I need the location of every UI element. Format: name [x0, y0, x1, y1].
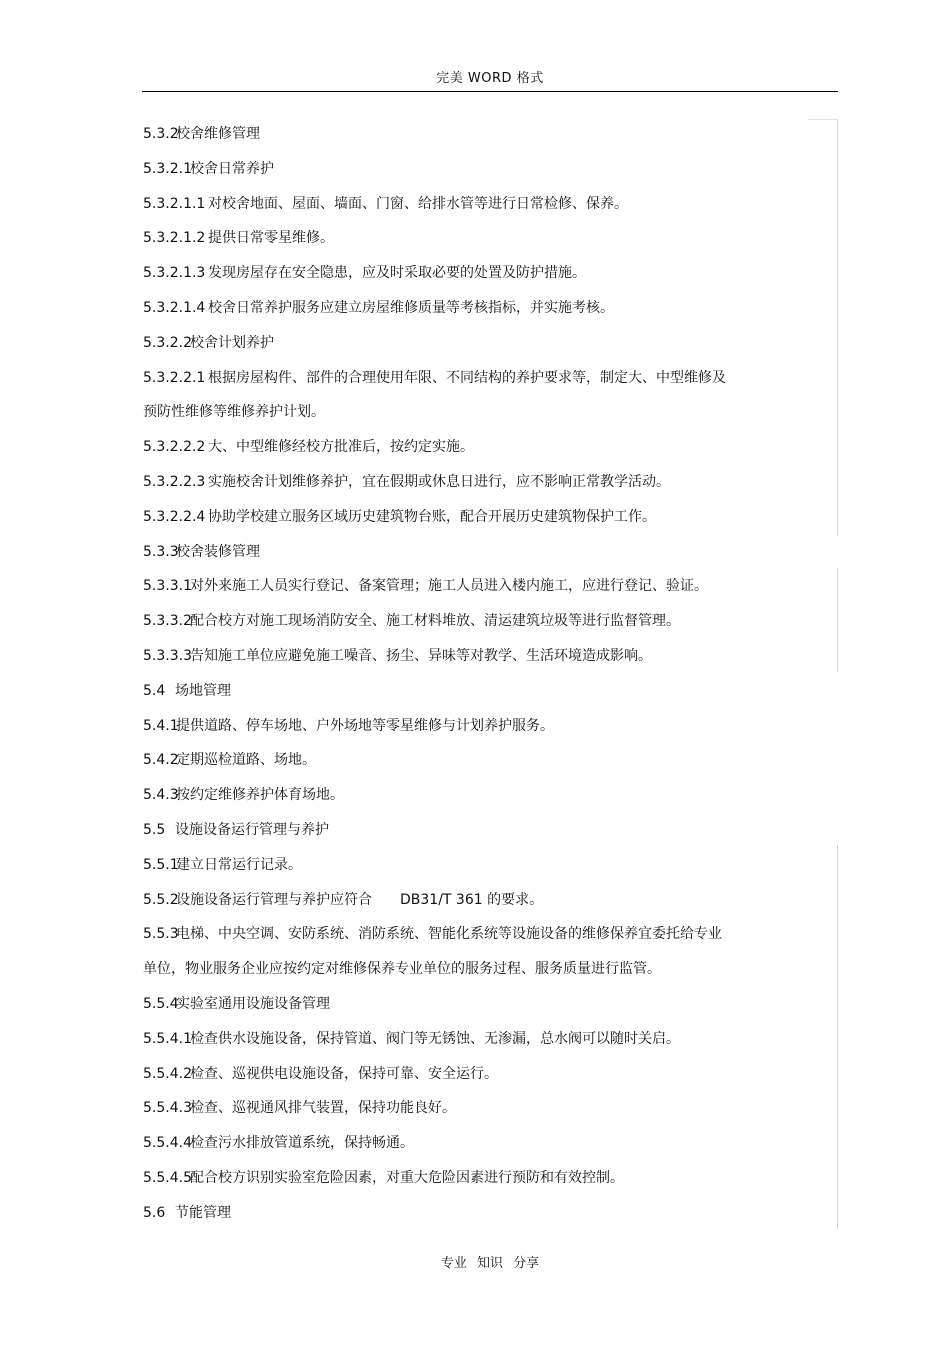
- clause-text: 单位，物业服务企业应按约定对维修保养专业单位的服务过程、服务质量进行监管。: [143, 961, 661, 978]
- document-body: [143, 117, 823, 1231]
- clause-text: 根据房屋构件、部件的合理使用年限、不同结构的养护要求等，制定大、中型维修及: [208, 369, 726, 386]
- clause-number: 5.5.4.2: [143, 1065, 192, 1082]
- page-border-right-3: [837, 845, 838, 1229]
- clause-line: [143, 813, 823, 848]
- clause-line: [143, 117, 823, 152]
- clause-number: 5.5.2: [143, 891, 179, 908]
- clause-text: 配合校方识别实验室危险因素，对重大危险因素进行预防和有效控制。: [190, 1169, 624, 1186]
- clause-number: 5.4.1: [143, 717, 179, 734]
- clause-number: 5.5.4.1: [143, 1030, 192, 1047]
- page-footer: 专业 知识 分享: [440, 1256, 540, 1271]
- clause-text: 设施设备运行管理与养护应符合 DB31/T 361 的要求。: [176, 891, 544, 908]
- clause-number: 5.3.2.1.1: [143, 195, 206, 212]
- clause-number: 5.6: [143, 1204, 166, 1221]
- clause-text: 实验室通用设施设备管理: [176, 995, 330, 1012]
- clause-number: 5.3.2.1: [143, 160, 192, 177]
- clause-line: [143, 187, 823, 222]
- clause-text: 预防性维修等维修养护计划。: [143, 404, 325, 421]
- clause-text: 检查、巡视供电设施设备，保持可靠、安全运行。: [190, 1065, 498, 1082]
- clause-line: [143, 848, 823, 883]
- clause-line: [143, 221, 823, 256]
- clause-number: 5.5.4.5: [143, 1169, 192, 1186]
- clause-line: [143, 291, 823, 326]
- clause-line: [143, 1091, 823, 1126]
- clause-text: 协助学校建立服务区域历史建筑物台账，配合开展历史建筑物保护工作。: [208, 508, 656, 525]
- clause-number: 5.3.2.1.3: [143, 265, 206, 282]
- clause-number: 5.3.2.2.2: [143, 439, 206, 456]
- clause-line: [143, 569, 823, 604]
- clause-number: 5.4: [143, 682, 166, 699]
- clause-number: 5.3.3.3: [143, 647, 192, 664]
- clause-text: 场地管理: [175, 682, 231, 699]
- clause-text: 定期巡检道路、场地。: [176, 752, 316, 769]
- clause-line: [143, 604, 823, 639]
- clause-line: [143, 256, 823, 291]
- clause-number: 5.3.2: [143, 126, 179, 142]
- clause-line: [143, 1126, 823, 1161]
- clause-number: 5.3.2.2.3: [143, 473, 206, 490]
- clause-number: 5.3.2.1.2: [143, 230, 206, 247]
- clause-line: [143, 1022, 823, 1057]
- clause-text: 检查、巡视通风排气装置，保持功能良好。: [190, 1100, 456, 1117]
- clause-line: [143, 1057, 823, 1092]
- clause-number: 5.3.3.2: [143, 613, 192, 630]
- clause-line: [143, 535, 823, 570]
- clause-text: 建立日常运行记录。: [176, 856, 302, 873]
- header-rule: [142, 91, 838, 92]
- clause-line: [143, 361, 823, 396]
- paragraph-continuation: [143, 952, 823, 987]
- clause-line: [143, 674, 823, 709]
- clause-line: [143, 987, 823, 1022]
- clause-number: 5.3.3.1: [143, 578, 192, 595]
- clause-text: 校舍装修管理: [176, 543, 260, 560]
- clause-number: 5.3.3: [143, 543, 179, 560]
- page-border-right-1: [837, 119, 838, 536]
- clause-text: 按约定维修养护体育场地。: [176, 787, 344, 804]
- clause-number: 5.4.3: [143, 787, 179, 804]
- clause-line: [143, 743, 823, 778]
- clause-line: [143, 1196, 823, 1231]
- clause-number: 5.5: [143, 821, 166, 838]
- clause-text: 检查污水排放管道系统，保持畅通。: [190, 1135, 414, 1152]
- clause-line: [143, 465, 823, 500]
- clause-number: 5.3.2.2.4: [143, 508, 206, 525]
- clause-number: 5.5.1: [143, 856, 179, 873]
- clause-text: 大、中型维修经校方批准后，按约定实施。: [208, 439, 474, 456]
- clause-text: 设施设备运行管理与养护: [175, 821, 329, 838]
- clause-text: 实施校舍计划维修养护，宜在假期或休息日进行，应不影响正常教学活动。: [208, 473, 670, 490]
- clause-text: 提供道路、停车场地、户外场地等零星维修与计划养护服务。: [176, 717, 554, 734]
- clause-line: [143, 1161, 823, 1196]
- clause-text: 对外来施工人员实行登记、备案管理；施工人员进入楼内施工，应进行登记、验证。: [190, 578, 708, 595]
- clause-line: [143, 917, 823, 952]
- clause-text: 配合校方对施工现场消防安全、施工材料堆放、清运建筑垃圾等进行监督管理。: [190, 613, 680, 630]
- clause-text: 节能管理: [175, 1204, 231, 1221]
- clause-number: 5.5.4.3: [143, 1100, 192, 1117]
- clause-text: 校舍维修管理: [176, 126, 260, 142]
- clause-line: [143, 883, 823, 918]
- clause-number: 5.4.2: [143, 752, 179, 769]
- clause-line: [143, 500, 823, 535]
- paragraph-continuation: [143, 395, 823, 430]
- clause-text: 告知施工单位应避免施工噪音、扬尘、异味等对教学、生活环境造成影响。: [190, 647, 652, 664]
- clause-line: [143, 152, 823, 187]
- clause-text: 提供日常零星维修。: [208, 230, 334, 247]
- page-header: 完美 WORD 格式: [436, 71, 544, 86]
- clause-text: 校舍日常养护服务应建立房屋维修质量等考核指标，并实施考核。: [208, 299, 614, 316]
- clause-line: [143, 778, 823, 813]
- clause-line: [143, 709, 823, 744]
- clause-number: 5.5.4.4: [143, 1135, 192, 1152]
- clause-text: 发现房屋存在安全隐患，应及时采取必要的处置及防护措施。: [208, 265, 586, 282]
- page-border-right-2: [837, 568, 838, 672]
- clause-number: 5.5.4: [143, 995, 179, 1012]
- clause-number: 5.3.2.1.4: [143, 299, 206, 316]
- clause-line: [143, 430, 823, 465]
- clause-text: 对校舍地面、屋面、墙面、门窗、给排水管等进行日常检修、保养。: [208, 195, 628, 212]
- clause-text: 电梯、中央空调、安防系统、消防系统、智能化系统等设施设备的维修保养宜委托给专业: [176, 926, 722, 943]
- clause-number: 5.5.3: [143, 926, 179, 943]
- clause-text: 校舍计划养护: [190, 334, 274, 351]
- clause-number: 5.3.2.2.1: [143, 369, 206, 386]
- clause-text: 检查供水设施设备，保持管道、阀门等无锈蚀、无渗漏，总水阀可以随时关启。: [190, 1030, 680, 1047]
- clause-text: 校舍日常养护: [190, 160, 274, 177]
- clause-number: 5.3.2.2: [143, 334, 192, 351]
- clause-line: [143, 326, 823, 361]
- clause-line: [143, 639, 823, 674]
